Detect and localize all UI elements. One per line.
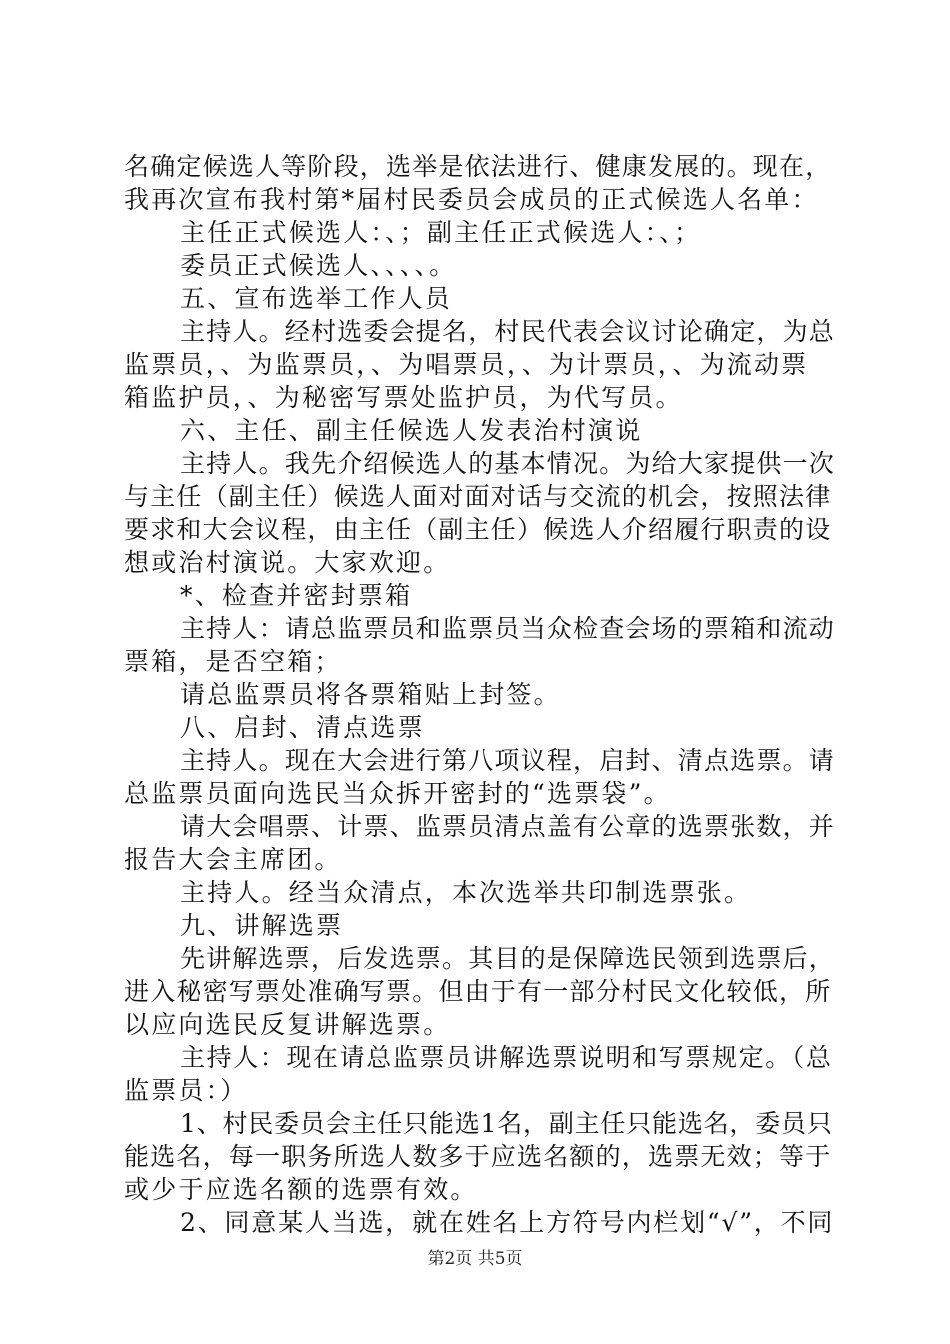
text-line: 六、主任、副主任候选人发表治村演说: [180, 416, 643, 445]
text-line: 我再次宣布我村第*届村民委员会成员的正式候选人名单：: [124, 185, 819, 214]
page-footer: 第2页 共5页: [427, 1249, 523, 1269]
text-line: 总监票员面向选民当众拆开密封的“选票袋”。: [124, 779, 671, 808]
text-line: 委员正式候选人、、、、。: [180, 251, 457, 280]
text-line: 报告大会主席团。: [124, 845, 342, 874]
text-line: 要求和大会议程，由主任（副主任）候选人介绍履行职责的设: [124, 515, 832, 544]
text-line: 请总监票员将各票箱贴上封签。: [180, 680, 561, 709]
text-line: 进入秘密写票处准确写票。但由于有一部分村民文化较低，所: [124, 977, 832, 1006]
text-line: 名确定候选人等阶段，选举是依法进行、健康发展的。现在，: [124, 152, 832, 181]
text-line: 主持人。经当众清点，本次选举共印制选票张。: [180, 878, 752, 907]
text-line: 五、宣布选举工作人员: [180, 284, 453, 313]
text-line: 箱监护员，、为秘密写票处监护员，为代写员。: [124, 383, 683, 412]
text-line: 以应向选民反复讲解选票。: [124, 1010, 451, 1039]
text-line: 主任正式候选人：、；副主任正式候选人：、；: [180, 218, 702, 247]
text-line: 2、同意某人当选，就在姓名上方符号内栏划“√”，不同: [180, 1208, 835, 1237]
text-line: 先讲解选票，后发选票。其目的是保障选民领到选票后，: [180, 944, 836, 973]
text-line: 想或治村演说。大家欢迎。: [124, 548, 451, 577]
text-line: 与主任（副主任）候选人面对面对话与交流的机会，按照法律: [124, 482, 832, 511]
text-line: 1、村民委员会主任只能选1名，副主任只能选名，委员只: [180, 1109, 833, 1138]
text-line: 或少于应选名额的选票有效。: [124, 1175, 478, 1204]
text-line: 八、启封、清点选票: [180, 713, 425, 742]
text-line: 主持人：请总监票员和监票员当众检查会场的票箱和流动: [180, 614, 836, 643]
text-line: 能选名，每一职务所选人数多于应选名额的，选票无效；等于: [124, 1142, 832, 1171]
text-line: 主持人。我先介绍候选人的基本情况。为给大家提供一次: [180, 449, 836, 478]
text-line: 监票员：）: [124, 1076, 248, 1105]
text-line: 监票员，、为监票员，、为唱票员，、为计票员，、为流动票: [124, 350, 809, 379]
text-line: *、检查并密封票箱: [180, 581, 413, 610]
text-line: 票箱，是否空箱；: [124, 647, 342, 676]
text-line: 主持人。经村选委会提名，村民代表会议讨论确定，为总: [180, 317, 836, 346]
text-line: 主持人：现在请总监票员讲解选票说明和写票规定。（总: [180, 1043, 833, 1072]
text-line: 九、讲解选票: [180, 911, 344, 940]
text-line: 请大会唱票、计票、监票员清点盖有公章的选票张数，并: [180, 812, 836, 841]
text-line: 主持人。现在大会进行第八项议程，启封、清点选票。请: [180, 746, 836, 775]
document-body: [124, 150, 836, 1239]
